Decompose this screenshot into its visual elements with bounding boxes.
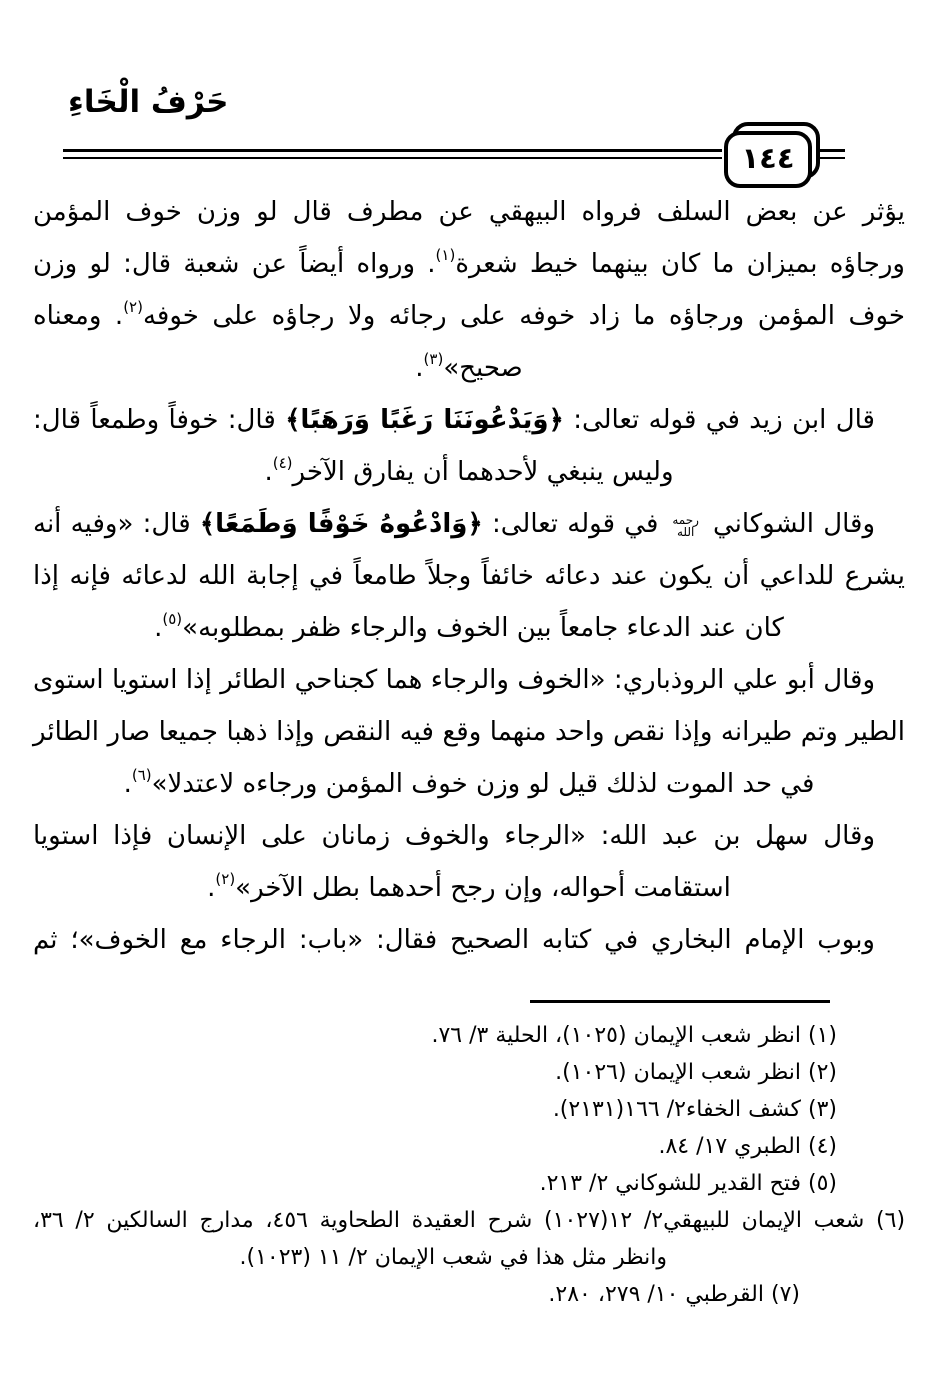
footnote-marker: (٧) bbox=[764, 1282, 800, 1307]
footnote-line bbox=[33, 1165, 905, 1202]
footnote-ref: (٣) bbox=[423, 350, 444, 368]
paragraph bbox=[33, 394, 905, 498]
text-run: . ورواه أيضاً عن شعبة قال: لو وزن خوف المؤمن ورجاؤه ما زاد خوفه على رجائه ولا رجاؤه على خوفه bbox=[33, 249, 905, 331]
footnote-ref: (٢) bbox=[123, 298, 143, 316]
section-title: حَرْفُ الْخَاءِ bbox=[68, 84, 229, 120]
footnote-text: فتح القدير للشوكاني ٢/ ٢١٣. bbox=[539, 1171, 801, 1196]
footnote-marker: (٤) bbox=[801, 1134, 837, 1159]
paragraph bbox=[33, 810, 905, 914]
footnote-text: انظر شعب الإيمان (١٠٢٥)، الحلية ٣/ ٧٦. bbox=[431, 1023, 801, 1048]
text-run: . ومعناه صحيح» bbox=[33, 301, 523, 383]
paragraph bbox=[33, 498, 905, 654]
header-rule-dash bbox=[818, 149, 845, 159]
footnote-ref: (٦) bbox=[131, 766, 152, 784]
footnote-line bbox=[33, 1128, 905, 1165]
footnote-text: القرطبي ١٠/ ٢٧٩، ٢٨٠. bbox=[548, 1282, 764, 1307]
footnote-marker: (٢) bbox=[801, 1060, 837, 1085]
body-text bbox=[33, 186, 905, 966]
footnote-line bbox=[33, 1017, 905, 1054]
honorific-mark: رحمه الله bbox=[672, 513, 699, 539]
text-run: قال: «وفيه أنه يشرع للداعي أن يكون عند دعائه خائفاً وجلاً طامعاً في إجابة الله لدعائه فإنه إذا كان عند الدعاء جامعاً بين الخوف والرجاء ظفر بمطلوبه» bbox=[33, 509, 905, 643]
quran-verse: ﴿وَادْعُوهُ خَوْفًا وَطَمَعًا﴾ bbox=[199, 509, 483, 539]
paragraph bbox=[33, 654, 905, 810]
text-run: في قوله تعالى: bbox=[482, 509, 668, 539]
paragraph bbox=[33, 914, 905, 966]
text-run: قال ابن زيد في قوله تعالى: bbox=[563, 405, 875, 435]
footnote-line bbox=[33, 1091, 905, 1128]
paragraph bbox=[33, 186, 905, 394]
text-run: . bbox=[264, 457, 273, 487]
text-run: . bbox=[154, 613, 163, 643]
footnote-line bbox=[33, 1054, 905, 1091]
quran-verse: ﴿وَيَدْعُونَنَا رَغَبًا وَرَهَبًا﴾ bbox=[285, 405, 564, 435]
text-run: يؤثر عن بعض السلف فرواه البيهقي عن مطرف قال لو وزن خوف المؤمن ورجاؤه بميزان ما كان بينهما خيط شعرة bbox=[33, 197, 905, 279]
footnote-text: الطبري ١٧/ ٨٤. bbox=[658, 1134, 801, 1159]
footnote-line bbox=[33, 1202, 905, 1239]
text-run: . bbox=[207, 873, 216, 903]
footnote-text: وانظر مثل هذا في شعب الإيمان ٢/ ١١ (١٠٢٣). bbox=[239, 1245, 667, 1270]
footnote-line bbox=[33, 1276, 905, 1313]
footnote-ref: (٥) bbox=[162, 610, 183, 628]
footnote-line bbox=[33, 1239, 905, 1276]
footnote-marker: (٦) bbox=[864, 1208, 906, 1233]
footnote-text: شعب الإيمان للبيهقي٢/ ١٢(١٠٢٧) شرح العقيدة الطحاوية ٤٥٦، مدارج السالكين ٢/ ٣٦، bbox=[33, 1208, 865, 1233]
text-run: وقال الشوكاني bbox=[703, 509, 875, 539]
footnote-text: انظر شعب الإيمان (١٠٢٦). bbox=[555, 1060, 801, 1085]
footnote-ref: (٤) bbox=[272, 454, 293, 472]
text-run: قال: خوفاً وطمعاً قال: وليس ينبغي لأحدهما أن يفارق الآخر bbox=[33, 405, 674, 487]
footnote-lines bbox=[33, 1017, 905, 1313]
footnote-ref: (٢) bbox=[215, 870, 236, 888]
text-run: . bbox=[123, 769, 132, 799]
footnote-separator-rule bbox=[530, 1000, 830, 1003]
header-double-rule bbox=[63, 149, 722, 159]
text-run: وقال سهل بن عبد الله: «الرجاء والخوف زمانان على الإنسان فإذا استويا استقامت أحواله، وإن رجح أحدهما بطل الآخر» bbox=[33, 821, 875, 903]
footnotes-section bbox=[33, 1000, 905, 1313]
text-run: وقال أبو علي الروذباري: «الخوف والرجاء هما كجناحي الطائر إذا استويا استوى الطير وتم طيرانه وإذا نقص واحد منهما وقع فيه النقص وإذا ذهبا جميعا صار الطائر في حد الموت لذلك قيل لو وزن خوف المؤمن ورجاءه لاعتدلا» bbox=[33, 665, 905, 799]
footnote-text: كشف الخفاء٢/ ١٦٦(٢١٣١). bbox=[552, 1097, 801, 1122]
page-number: ١٤٤ bbox=[741, 141, 795, 175]
text-run: وبوب الإمام البخاري في كتابه الصحيح فقال: «باب: الرجاء مع الخوف»؛ ثم bbox=[33, 925, 875, 955]
footnote-ref: (١) bbox=[435, 246, 456, 264]
page-number-box bbox=[724, 131, 812, 188]
text-run: . bbox=[415, 353, 424, 383]
footnote-marker: (٣) bbox=[801, 1097, 837, 1122]
footnote-marker: (١) bbox=[801, 1023, 837, 1048]
footnote-marker: (٥) bbox=[801, 1171, 837, 1196]
